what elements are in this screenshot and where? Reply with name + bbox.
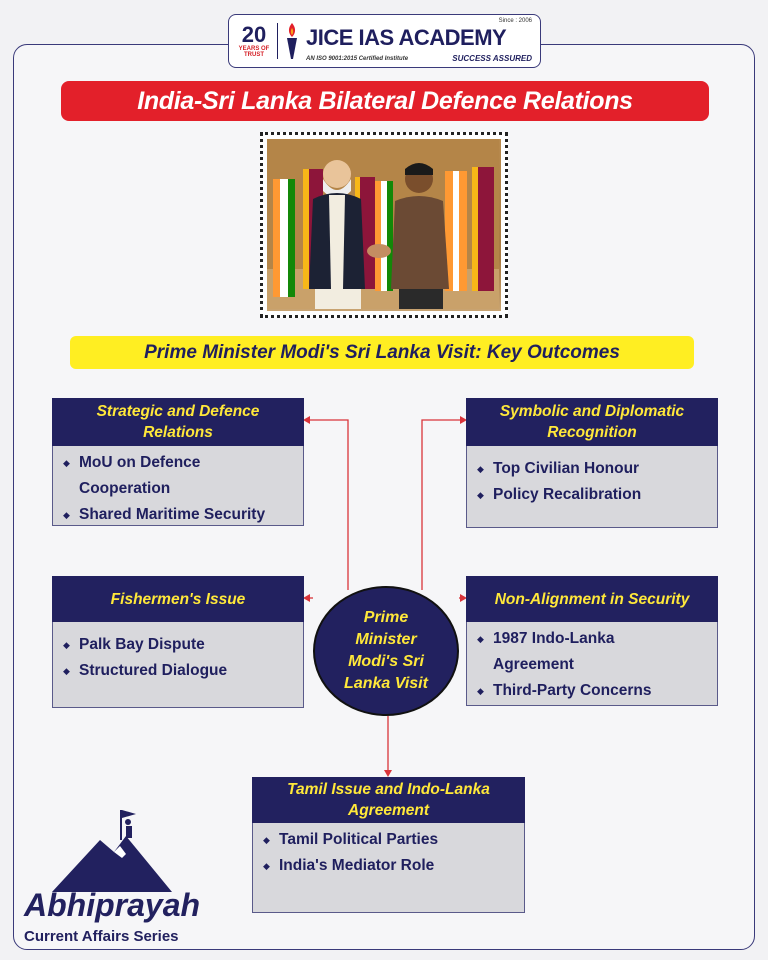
brand-logo-text: Abhiprayah — [24, 887, 201, 923]
box-heading: Strategic and Defence Relations — [52, 398, 304, 446]
box-body — [52, 622, 304, 708]
box-heading: Symbolic and Diplomatic Recognition — [466, 398, 718, 446]
academy-name: JICE IAS ACADEMY — [306, 25, 507, 50]
mountain-climber-logo — [22, 800, 232, 926]
abhiprayah-brand — [22, 800, 232, 950]
page-title: India-Sri Lanka Bilateral Defence Relations — [61, 81, 709, 121]
center-node: Prime Minister Modi's Sri Lanka Visit — [313, 586, 459, 716]
box-body — [466, 446, 718, 528]
box-body — [466, 622, 718, 706]
section-subtitle: Prime Minister Modi's Sri Lanka Visit: Key Outcomes — [70, 336, 694, 369]
box-body — [252, 823, 525, 913]
years-number: 20 — [241, 22, 267, 47]
list-item: ◆ Third-Party Concerns — [477, 678, 707, 704]
iso-label: AN ISO 9001:2015 Certified Institute — [306, 56, 409, 62]
series-label: Current Affairs Series — [24, 928, 179, 945]
list-item: ◆ Palk Bay Dispute — [63, 632, 293, 658]
box-fishermen — [52, 576, 304, 708]
since-label: Since : 2006 — [498, 18, 532, 24]
box-heading: Tamil Issue and Indo-Lanka Agreement — [252, 777, 525, 823]
box-tamil — [252, 777, 525, 913]
box-body — [52, 446, 304, 526]
list-item: ◆ Tamil Political Parties — [263, 827, 514, 853]
list-item: ◆ India's Mediator Role — [263, 853, 514, 879]
box-symbolic — [466, 398, 718, 528]
list-item: ◆ 1987 Indo-Lanka Agreement — [477, 626, 637, 678]
connector-symbolic — [422, 420, 465, 590]
box-heading: Fishermen's Issue — [52, 576, 304, 622]
connector-strategic — [305, 420, 348, 590]
list-item: ◆ Structured Dialogue — [63, 658, 293, 684]
list-item: ◆ Shared Maritime Security — [63, 502, 293, 528]
box-strategic — [52, 398, 304, 526]
box-heading: Non-Alignment in Security — [466, 576, 718, 622]
list-item: ◆ Top Civilian Honour — [477, 456, 707, 482]
years-text: YEARS OF TRUST — [238, 46, 270, 58]
tagline: SUCCESS ASSURED — [452, 54, 532, 63]
list-item: ◆ MoU on Defence Cooperation — [63, 450, 293, 502]
list-item: ◆ Policy Recalibration — [477, 482, 707, 508]
box-nonalignment — [466, 576, 718, 706]
